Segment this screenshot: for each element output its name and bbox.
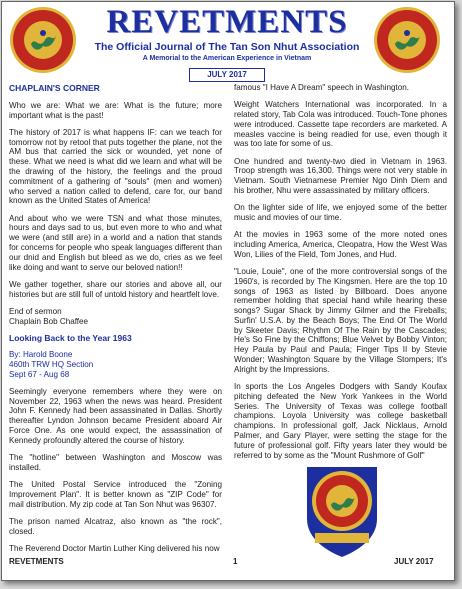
- association-seal: [297, 459, 387, 559]
- signoff-name: Chaplain Bob Chaffee: [9, 316, 89, 326]
- byline-unit: 460th TRW HQ Section: [9, 360, 94, 370]
- paragraph: And about who we were TSN and what those minutes, hours and days sad to us, but even more to who and what we were (and still are) in a world and a nation that stands for concerns for people who speak languages different than our dnid and English but bleed as we do, cries as we feel like doing and want to serve our beloved nation!!: [9, 213, 222, 272]
- masthead-subtitle: The Official Journal of The Tan Son Nhut Association: [94, 41, 360, 53]
- paragraph: The prison named Alcatraz, also known as "the rock", closed.: [9, 516, 222, 536]
- right-column: [234, 83, 447, 468]
- paragraph: In sports the Los Angeles Dodgers with Sandy Koufax pitching defeated the New York Yankees in the World Series. The University of Texas was college football champions. Loyola University was college basketball champions. In professional golf, Jack Nicklaus, Arnold Palmer, and Gary Player, were setting the stage for the future of professional golf. Fifty years later they would be referred to by some as the "Mount Rushmore of Golf": [234, 382, 447, 460]
- paragraph: Seemingly everyone remembers where they were on November 22, 1963 when the news was heard. President John F. Kennedy had been assassinated in Dallas. Shortly thereafter Lyndon Johnson became President aboard Air Force One. As one would expect, the assassination of Kennedy profoundly altered the course of history.: [9, 386, 222, 445]
- paragraph: The history of 2017 is what happens IF: can we teach for tomorrow not by retool that puts together the plane, not the AM bus that carried the sick or wounded, yet none of these. What we need is what did we learn and what will be the drawing of the history, the feelings and the proud commitment of a gathering of "souls" (men and women) who served a nation called to defend, care for, our band known as the United States of America!: [9, 127, 222, 206]
- newsletter-page: [1, 1, 455, 581]
- paragraph: The "hotline" between Washington and Moscow was installed.: [9, 453, 222, 472]
- left-column: [9, 82, 222, 561]
- paragraph: Who we are: What we are: What is the future; more important what is the past!: [9, 100, 222, 120]
- page-number: 1: [233, 557, 238, 566]
- paragraph: One hundred and twenty-two died in Vietnam in 1963. Troop strength was 16,300. Things were not very stable in Vietnam. South Vietnamese Premier Ngo Dinh Diem and his brother, Nhu were assassinated by military officers.: [234, 156, 447, 195]
- byline: [9, 350, 222, 379]
- paragraph: Weight Watchers International was incorporated. In a related story, Tab Cola was introduced. Touch-Tone phones were introduced. Cassette tape recorders are marketed. A measles vaccine is being readied for use, even though it was too late for some of us.: [234, 100, 447, 149]
- chaplain-heading: CHAPLAIN'S CORNER: [9, 83, 100, 93]
- masthead-tagline: A Memorial to the American Experience in Vietnam: [142, 55, 312, 62]
- masthead-title: REVETMENTS: [106, 4, 348, 40]
- paragraph: We gather together, share our stories and above all, our histories but are still full of untold history and heartfelt love.: [9, 279, 222, 299]
- footer-date: JULY 2017: [394, 557, 434, 566]
- paragraph: "Louie, Louie", one of the more controversial songs of the 1960's, is recorded by The Kingsmen. Here are the top 10 songs of 1963 as listed by Billboard. Does anyone remember holding that special hand while hearing these songs? Sugar Shack by Jimmy Gilmer and the Fireballs; Surfin' U.S.A. by the Beach Boys; The End Of The World by Skeeter Davis; Rhythm Of The Rain by the Cascades; He's So Fine by the Chiffons; Blue Velvet by Bobby Vinton; Hey Paula by Paul and Paula; Finger Tips II by Stevie Wonder; Washington Square by the Village Stompers; It's Alright by the Impressions.: [234, 266, 447, 374]
- byline-author: By: Harold Boone: [9, 350, 73, 360]
- footer-title: REVETMENTS: [9, 557, 64, 566]
- signoff: End of sermon: [9, 306, 62, 316]
- masthead: [62, 5, 392, 62]
- paragraph: On the lighter side of life, we enjoyed some of the better music and movies of our time.: [234, 203, 447, 222]
- paragraph: At the movies in 1963 some of the more noted ones including America, America, Cleopatra, How the West Was Won, Lilies of the Field, Tom Jones, and Hud.: [234, 230, 447, 259]
- paragraph: The Reverend Doctor Martin Luther King delivered his now: [9, 543, 220, 553]
- paragraph: The United Postal Service introduced the "Zoning Improvement Plan". It is better known as "ZIP Code" for mail distribution. My zip code at Tan Son Nhut was 96307.: [9, 480, 222, 509]
- paragraph: famous "I Have A Dream" speech in Washington.: [234, 83, 410, 92]
- issue-date: JULY 2017: [189, 68, 265, 82]
- article-heading: Looking Back to the Year 1963: [9, 332, 132, 343]
- byline-dates: Sept 67 - Aug 68: [9, 370, 70, 380]
